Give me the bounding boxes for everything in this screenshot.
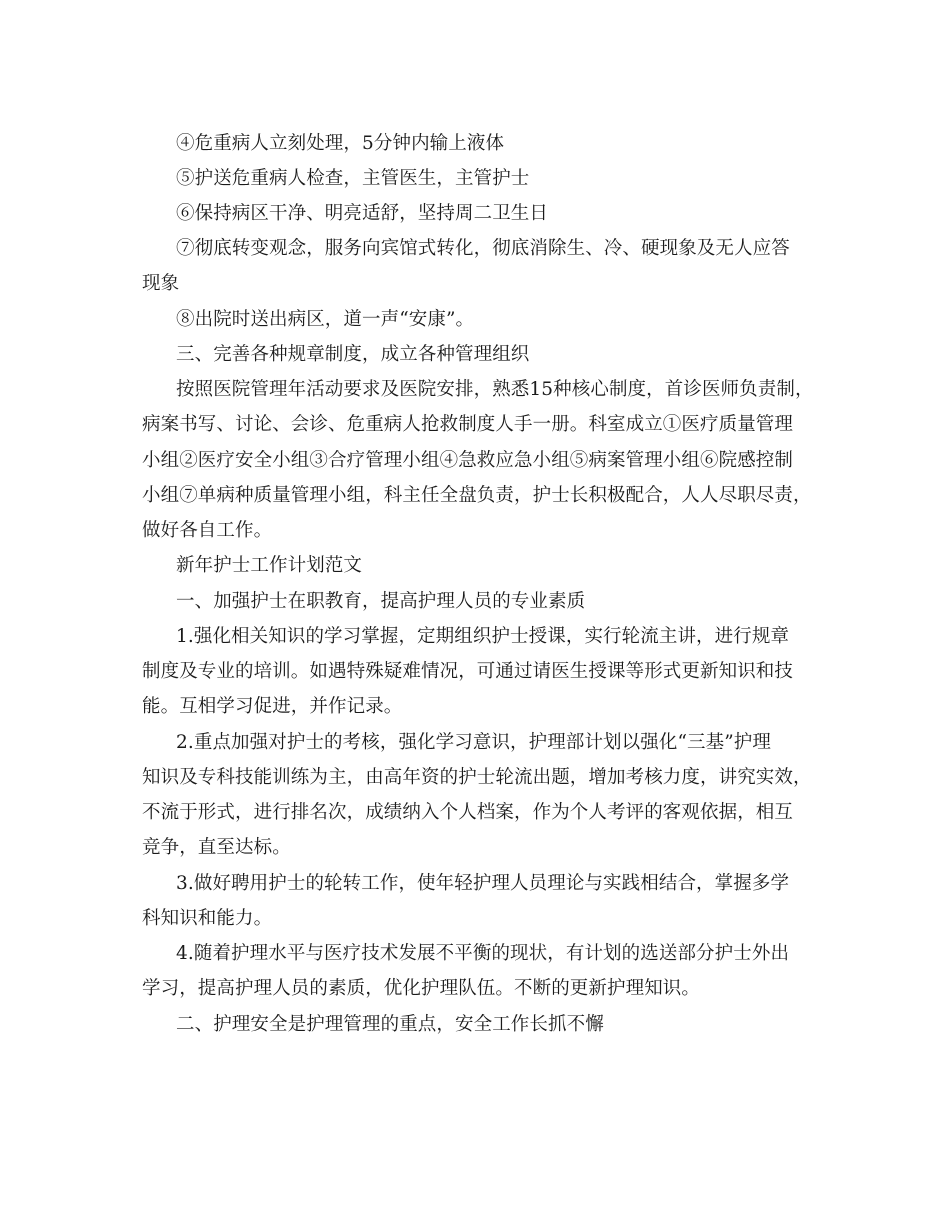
text-line: 小组②医疗安全小组③合疗管理小组④急救应急小组⑤病案管理小组⑥院感控制 [142, 450, 794, 471]
text-line: 现象 [142, 273, 180, 294]
text-line: ⑦彻底转变观念，服务向宾馆式转化，彻底消除生、冷、硬现象及无人应答 [176, 238, 790, 259]
section-heading: 二、护理安全是护理管理的重点，安全工作长抓不懈 [176, 1014, 604, 1035]
text-line: 小组⑦单病种质量管理小组，科主任全盘负责，护士长积极配合，人人尽职尽责， [142, 485, 812, 506]
text-line: 不流于形式，进行排名次，成绩纳入个人档案，作为个人考评的客观依据，相互 [142, 802, 794, 823]
text-line: 能。互相学习促进，并作记录。 [142, 696, 403, 717]
text-line: ⑤护送危重病人检查，主管医生，主管护士 [176, 168, 530, 189]
text-line: 3.做好聘用护士的轮转工作，使年轻护理人员理论与实践相结合，掌握多学 [176, 873, 790, 894]
text-line: 学习，提高护理人员的素质，优化护理队伍。不断的更新护理知识。 [142, 978, 701, 999]
text-line: ⑥保持病区干净、明亮适舒，坚持周二卫生日 [176, 203, 549, 224]
text-line: 按照医院管理年活动要求及医院安排，熟悉15种核心制度，首诊医师负责制， [176, 379, 814, 400]
document-subtitle: 新年护士工作计划范文 [176, 555, 363, 576]
text-line: 知识及专科技能训练为主，由高年资的护士轮流出题，增加考核力度，讲究实效， [142, 767, 812, 788]
text-line: 1.强化相关知识的学习掌握，定期组织护士授课，实行轮流主讲，进行规章 [176, 626, 790, 647]
section-heading: 一、加强护士在职教育，提高护理人员的专业素质 [176, 591, 586, 612]
section-heading: 三、完善各种规章制度，成立各种管理组织 [176, 344, 530, 365]
text-line: 2.重点加强对护士的考核，强化学习意识，护理部计划以强化“三基”护理 [176, 732, 771, 753]
text-line: 做好各自工作。 [142, 520, 273, 541]
text-line: 制度及专业的培训。如遇特殊疑难情况，可通过请医生授课等形式更新知识和技 [142, 661, 794, 682]
text-line: 科知识和能力。 [142, 908, 273, 929]
text-line: ④危重病人立刻处理，5分钟内输上液体 [176, 133, 505, 154]
text-line: 病案书写、讨论、会诊、危重病人抢救制度人手一册。科室成立①医疗质量管理 [142, 414, 794, 435]
text-line: 竞争，直至达标。 [142, 837, 291, 858]
text-line: 4.随着护理水平与医疗技术发展不平衡的现状，有计划的选送部分护士外出 [176, 943, 790, 964]
text-line: ⑧出院时送出病区，道一声“安康”。 [176, 309, 475, 330]
